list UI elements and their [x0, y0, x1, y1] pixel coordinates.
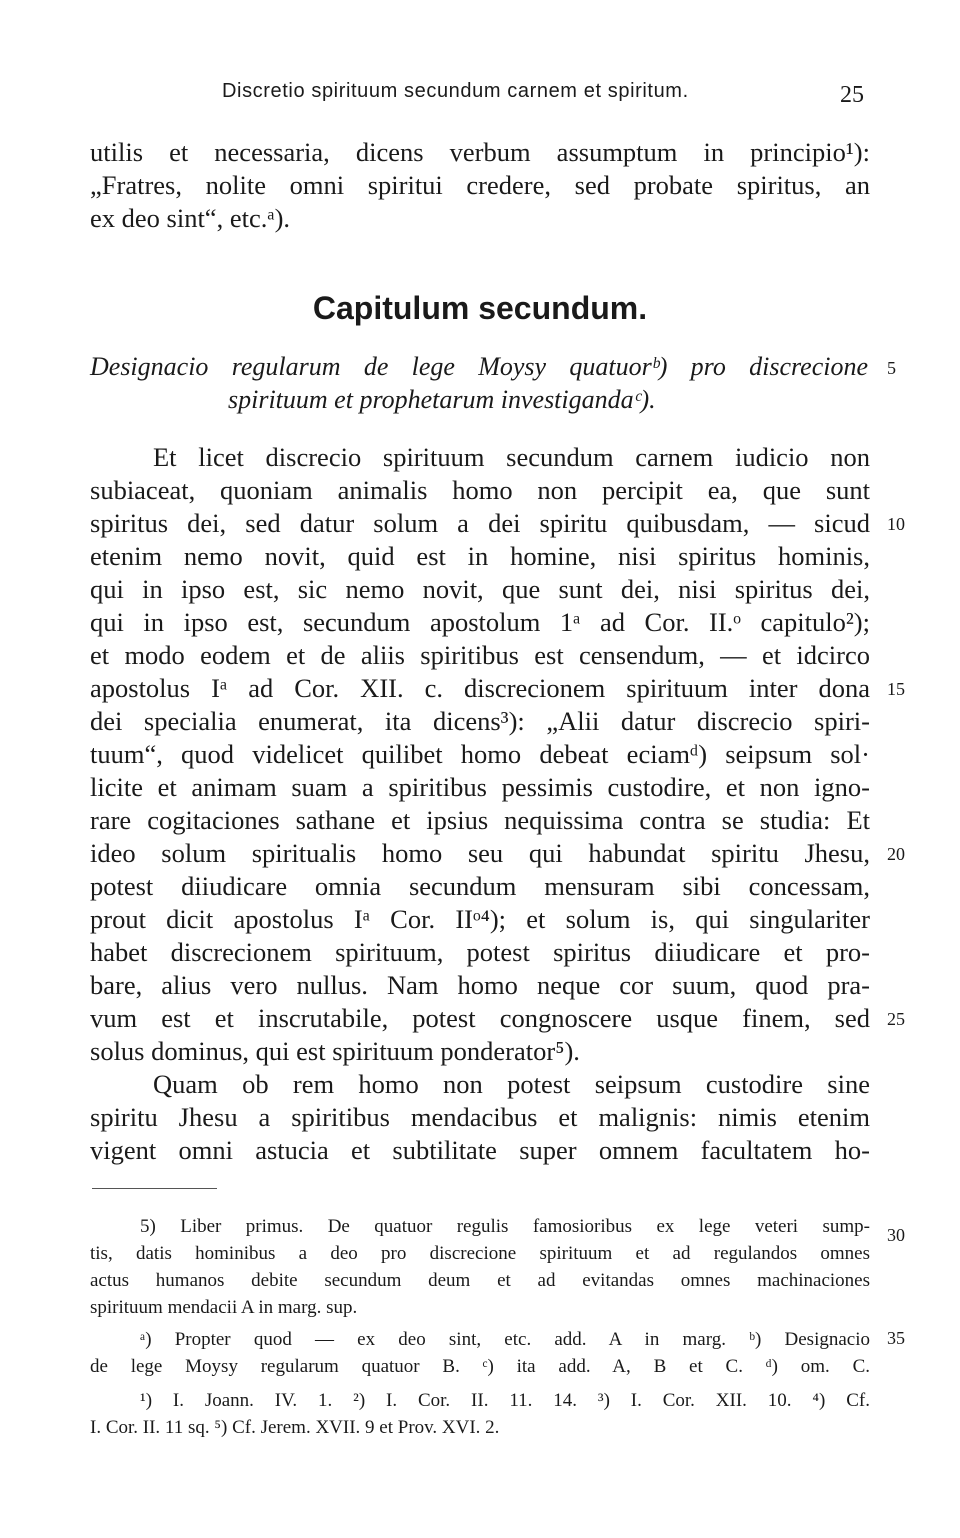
line-number: 10: [887, 514, 905, 534]
line-number: 5: [887, 358, 896, 378]
body-line: habet discrecionem spirituum, potest spiritus diiudicare et pro-: [90, 937, 870, 967]
body-line: dei specialia enumerat, ita dicens³): „Alii datur discrecio spiri-: [90, 706, 870, 736]
body-line: spiritus dei, sed datur solum a dei spiritu quibusdam, — sicud: [90, 508, 870, 538]
body-line: potest diiudicare omnia secundum mensuram sibi concessam,: [90, 871, 870, 901]
body-line: solus dominus, qui est spirituum ponderator⁵).: [90, 1036, 580, 1066]
body-line: qui in ipso est, secundum apostolum 1ᵃ ad Cor. II.ᵒ capitulo²);: [90, 607, 870, 637]
body-line: qui in ipso est, sic nemo novit, que sunt dei, nisi spiritus dei,: [90, 574, 870, 604]
footnote-line: ¹) I. Joann. IV. 1. ²) I. Cor. II. 11. 14. ³) I. Cor. XII. 10. ⁴) Cf.: [140, 1390, 870, 1411]
footnote-line: I. Cor. II. 11 sq. ⁵) Cf. Jerem. XVII. 9 et Prov. XVI. 2.: [90, 1417, 500, 1438]
body-line: etenim nemo novit, quid est in homine, nisi spiritus hominis,: [90, 541, 870, 571]
body-line: vum est et inscrutabile, potest congnoscere usque finem, sed: [90, 1003, 870, 1033]
line-number: 25: [887, 1009, 905, 1029]
body-line: rare cogitaciones sathane et ipsius nequissima contra se studia: Et: [90, 805, 870, 835]
chapter-subtitle-line: Designacio regularum de lege Moysy quatuorᵇ) pro discrecione: [90, 352, 868, 381]
body-line: licite et animam suam a spiritibus pessimis custodire, et non igno-: [90, 772, 870, 802]
body-line: subiaceat, quoniam animalis homo non percipit ea, que sunt: [90, 475, 870, 505]
chapter-title: Capitulum secundum.: [312, 290, 648, 326]
body-line: spiritu Jhesu a spiritibus mendacibus et malignis: nimis etenim: [90, 1102, 870, 1132]
intro-line: „Fratres, nolite omni spiritui credere, sed probate spiritus, an: [90, 170, 870, 200]
footnote-separator: [92, 1188, 217, 1189]
footnote-line: 5) Liber primus. De quatuor regulis famosioribus ex lege veteri sump-: [140, 1216, 870, 1237]
body-line: prout dicit apostolus Iᵃ Cor. IIᵒ⁴); et solum is, qui singulariter: [90, 904, 870, 934]
running-title: Discretio spirituum secundum carnem et spiritum.: [222, 80, 689, 102]
body-line: Quam ob rem homo non potest seipsum custodire sine: [153, 1069, 870, 1099]
body-line: Et licet discrecio spirituum secundum carnem iudicio non: [153, 442, 870, 472]
line-number: 20: [887, 844, 905, 864]
body-line: tuum“, quod videlicet quilibet homo debeat eciamᵈ) seipsum sol·: [90, 739, 870, 769]
page-number: 25: [840, 82, 864, 108]
footnote-line: ᵃ) Propter quod — ex deo sint, etc. add. A in marg. ᵇ) Designacio: [140, 1329, 870, 1350]
chapter-subtitle-line: spirituum et prophetarum investigandaᶜ).: [228, 385, 656, 414]
line-number: 15: [887, 679, 905, 699]
intro-line: utilis et necessaria, dicens verbum assumptum in principio¹):: [90, 137, 870, 167]
body-line: apostolus Iᵃ ad Cor. XII. c. discrecionem spirituum inter dona: [90, 673, 870, 703]
body-line: bare, alius vero nullus. Nam homo neque cor suum, quod pra-: [90, 970, 870, 1000]
footnote-line: tis, datis hominibus a deo pro discrecione spirituum et ad regulandos omnes: [90, 1243, 870, 1264]
body-line: et modo eodem et de aliis spiritibus est censendum, — et idcirco: [90, 640, 870, 670]
intro-line: ex deo sint“, etc.ᵃ).: [90, 203, 291, 233]
footnote-line: de lege Moysy regularum quatuor B. ᶜ) ita add. A, B et C. ᵈ) om. C.: [90, 1356, 870, 1377]
body-line: ideo solum spiritualis homo seu qui habundat spiritu Jhesu,: [90, 838, 870, 868]
footnote-line: spirituum mendacii A in marg. sup.: [90, 1297, 358, 1318]
line-number: 30: [887, 1225, 905, 1245]
line-number: 35: [887, 1328, 905, 1348]
body-line: vigent omni astucia et subtilitate super omnem facultatem ho-: [90, 1135, 870, 1165]
footnote-line: actus humanos debite secundum deum et ad evitandas omnes machinaciones: [90, 1270, 870, 1291]
